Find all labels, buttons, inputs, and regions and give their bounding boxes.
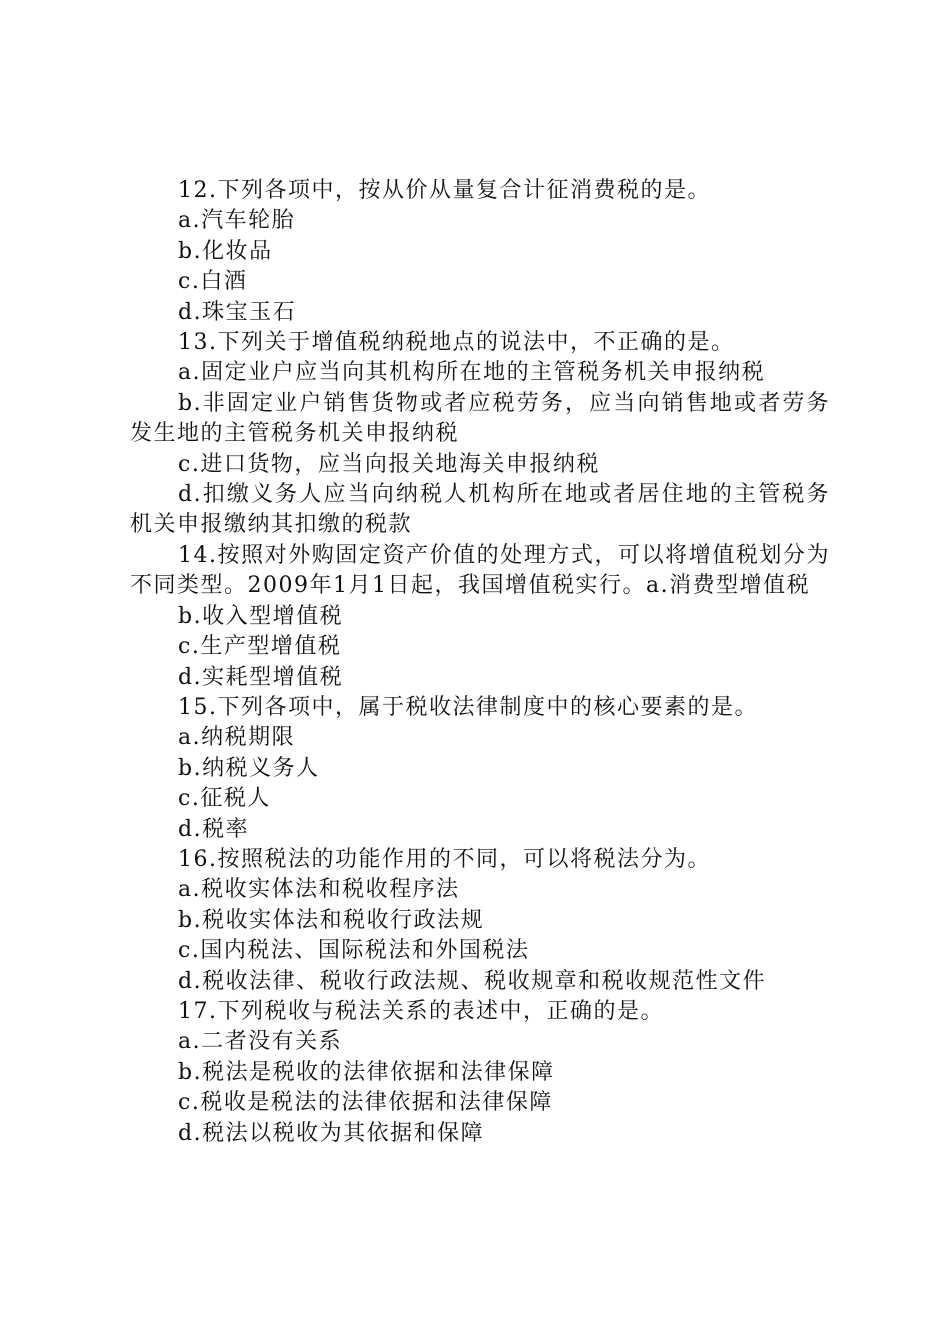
option-12d: d.珠宝玉石: [178, 299, 297, 325]
option-14b: b.收入型增值税: [178, 603, 344, 629]
option-17c: c.税收是税法的法律依据和法律保障: [178, 1090, 553, 1116]
question-14: 14.按照对外购固定资产价值的处理方式，可以将增值税划分为不同类型。2009年1月1日起，我国增值税实行。a.消费型增值税: [130, 542, 830, 599]
option-14d: d.实耗型增值税: [178, 664, 344, 690]
option-16a: a.税收实体法和税收程序法: [178, 877, 460, 903]
option-15c: c.征税人: [178, 786, 271, 812]
question-15: 15.下列各项中，属于税收法律制度中的核心要素的是。: [178, 694, 758, 720]
option-15a: a.纳税期限: [178, 725, 296, 751]
option-15b: b.纳税义务人: [178, 755, 320, 781]
option-17d: d.税法以税收为其依据和保障: [178, 1120, 485, 1146]
document-body: [130, 176, 830, 1149]
option-17b: b.税法是税收的法律依据和法律保障: [178, 1059, 555, 1085]
option-16b: b.税收实体法和税收行政法规: [178, 907, 485, 933]
option-14c: c.生产型增值税: [178, 634, 342, 660]
option-12c: c.白酒: [178, 269, 248, 295]
question-17: 17.下列税收与税法关系的表述中，正确的是。: [178, 998, 664, 1024]
option-16d: d.税收法律、税收行政法规、税收规章和税收规范性文件: [178, 968, 767, 994]
question-12: 12.下列各项中，按从价从量复合计征消费税的是。: [178, 178, 711, 203]
option-12b: b.化妆品: [178, 238, 273, 264]
option-17a: a.二者没有关系: [178, 1029, 343, 1055]
option-12a: a.汽车轮胎: [178, 208, 296, 234]
option-16c: c.国内税法、国际税法和外国税法: [178, 938, 530, 964]
option-13b: b.非固定业户销售货物或者应税劳务，应当向销售地或者劳务发生地的主管税务机关申报纳税: [130, 390, 830, 447]
question-16: 16.按照税法的功能作用的不同，可以将税法分为。: [178, 846, 711, 872]
question-13: 13.下列关于增值税纳税地点的说法中，不正确的是。: [178, 330, 735, 356]
option-13d: d.扣缴义务人应当向纳税人机构所在地或者居住地的主管税务机关申报缴纳其扣缴的税款: [130, 482, 830, 538]
option-13c: c.进口货物，应当向报关地海关申报纳税: [178, 451, 600, 477]
option-13a: a.固定业户应当向其机构所在地的主管税务机关申报纳税: [178, 360, 766, 386]
option-15d: d.税率: [178, 816, 250, 842]
